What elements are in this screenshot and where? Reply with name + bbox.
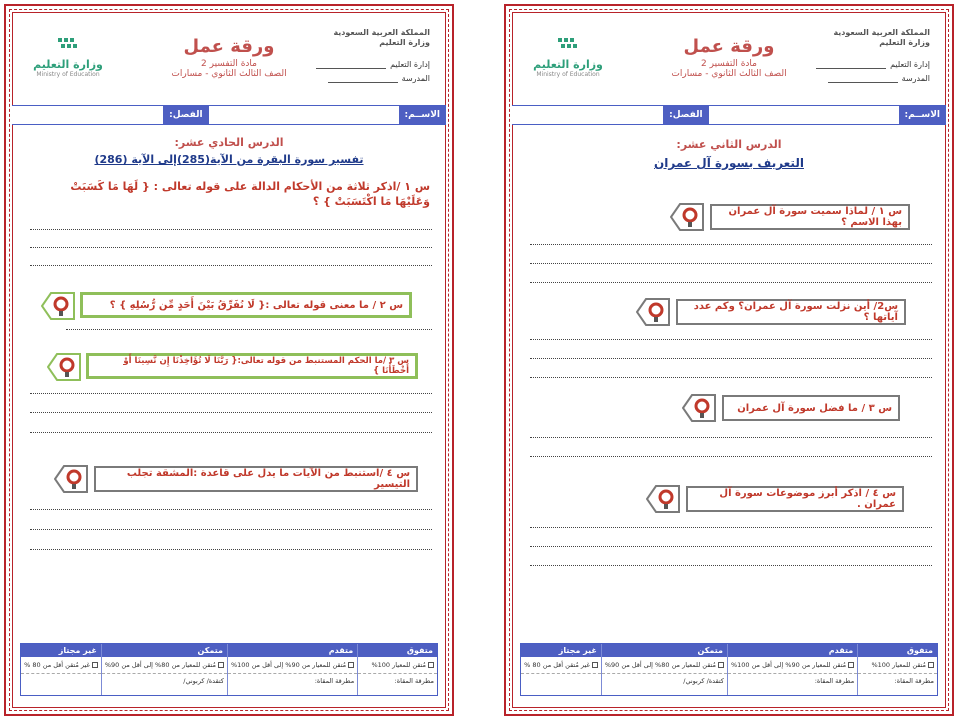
title-block (166, 36, 292, 79)
school-line[interactable] (328, 75, 398, 83)
question-4-box (686, 486, 904, 512)
question-mark-icon (56, 464, 86, 494)
checkbox[interactable] (592, 662, 598, 668)
rubric-rec: مطرقة المقاة: (894, 677, 934, 685)
rubric-rec: مطرقة المقاة: (394, 677, 434, 685)
question-3: س ٣ / ما فضل سورة آل عمران (737, 402, 892, 414)
answer-line[interactable] (530, 358, 932, 359)
ksa-heading (818, 28, 930, 48)
question-2: س2/ أين نزلت سورة آل عمران؟ وكم عدد آياتها ؟ (693, 301, 898, 323)
school-field (828, 74, 930, 83)
rubric-desc (102, 657, 227, 674)
question-mark-icon (648, 484, 678, 514)
class-label: الفصل: (163, 106, 208, 124)
rubric-desc (602, 657, 727, 674)
question-3: س ٣ /ما الحكم المستنبط من قوله تعالى:{ رَبَّنَا لَا تُؤَاخِذْنَا إِن نَّسِينَا أَوْ أَخْطَأْنَا } (123, 356, 409, 376)
name-label: الاســم: (399, 106, 446, 124)
rubric-rec: مطرقة المقاة: (814, 677, 855, 685)
checkbox[interactable] (92, 662, 98, 668)
answer-line[interactable] (530, 546, 932, 547)
lesson-name: الدرس الثاني عشر: (676, 138, 782, 151)
page-header (516, 16, 942, 98)
page-header (16, 16, 442, 98)
rubric-head: متقدم (728, 644, 857, 657)
rubric-head: متقدم (228, 644, 357, 657)
rubric-rec (521, 674, 601, 680)
rubric-desc-text: مُتقن للمعيار من 80% إلى أقل من 90% (604, 661, 716, 669)
checkbox[interactable] (348, 662, 354, 668)
rubric-level (357, 644, 437, 695)
rubric-head: متمكن (102, 644, 227, 657)
rubric-desc-text: غير مُتقن أقل من 80 % (24, 661, 90, 669)
checkbox[interactable] (428, 662, 434, 668)
question-2: س ٢ / ما معنى قوله تعالى :{ لَا نُفَرِّقُ بَيْنَ أَحَدٍ مِّن رُّسُلِهِ } ؟ (109, 299, 403, 311)
rubric-level (101, 644, 227, 695)
ksa-heading (318, 28, 430, 48)
checkbox[interactable] (928, 662, 934, 668)
answer-line[interactable] (30, 432, 432, 433)
moe-english: Ministry of Education (536, 71, 600, 78)
rubric-desc (358, 657, 437, 674)
rubric-desc-text: غير مُتقن أقل من 80 % (524, 661, 590, 669)
question-3-box (86, 353, 418, 379)
question-1-box (710, 204, 910, 230)
rubric-desc (21, 657, 101, 674)
rubric-head: متمكن (602, 644, 727, 657)
name-bar (12, 105, 446, 125)
rubric-table (20, 643, 438, 696)
answer-line[interactable] (30, 393, 432, 394)
lesson-name: الدرس الحادي عشر: (174, 136, 284, 149)
rubric-desc-text: مُتقن للمعيار 100% (871, 661, 926, 669)
title-block (666, 36, 792, 79)
rubric-level (857, 644, 937, 695)
rubric-desc-text: مُتقن للمعيار من 90% إلى أقل من 100% (230, 661, 347, 669)
lesson-title: التعريف بسورة آل عمران (654, 156, 804, 170)
question-4: س ٤ /استنبط من الآيات ما يدل على قاعدة :المشقة تجلب التيسير (126, 468, 410, 490)
worksheet-page-lesson-11 (4, 4, 454, 716)
rubric-head: غير مجتاز (21, 644, 101, 657)
class-input[interactable] (12, 106, 163, 124)
rubric-level (227, 644, 357, 695)
admin-line[interactable] (316, 61, 386, 69)
question-4-box (94, 466, 418, 492)
question-1: س ١ / لماذا سميت سورة آل عمران بهذا الاسم ؟ (728, 206, 902, 228)
rubric-rec: كتقدة/ كربوني/ (183, 677, 224, 685)
moe-logo (28, 36, 108, 78)
admin-label: إدارة التعليم (890, 60, 930, 69)
answer-line[interactable] (530, 437, 932, 438)
rubric-level (601, 644, 727, 695)
rubric-desc (228, 657, 357, 674)
answer-line[interactable] (530, 282, 932, 283)
ksa-line: المملكة العربية السعودية (833, 28, 930, 37)
name-label: الاســم: (899, 106, 946, 124)
admin-field (316, 60, 430, 69)
answer-line[interactable] (30, 529, 432, 530)
checkbox[interactable] (718, 662, 724, 668)
question-mark-icon (43, 291, 73, 321)
rubric-rec: مطرقة المقاة: (314, 677, 355, 685)
rubric-desc (728, 657, 857, 674)
class-input[interactable] (512, 106, 663, 124)
moe-logo-icon (56, 36, 80, 52)
school-label: المدرسة (901, 74, 930, 83)
grade: الصف الثالث الثانوي - مسارات (171, 69, 287, 79)
rubric-desc-text: مُتقن للمعيار 100% (371, 661, 426, 669)
answer-line[interactable] (530, 527, 932, 528)
class-label: الفصل: (663, 106, 708, 124)
moe-arabic: وزارة التعليم (33, 58, 103, 71)
question-2-box (80, 292, 412, 318)
answer-line[interactable] (530, 377, 932, 378)
rubric-level (727, 644, 857, 695)
answer-line[interactable] (30, 412, 432, 413)
school-label: المدرسة (401, 74, 430, 83)
question-mark-icon (49, 352, 79, 382)
question-mark-icon (638, 297, 668, 327)
rubric-head: متفوق (358, 644, 437, 657)
subject: مادة التفسير 2 (201, 59, 257, 69)
checkbox[interactable] (218, 662, 224, 668)
admin-line[interactable] (816, 61, 886, 69)
question-2-box (676, 299, 906, 325)
rubric-level (21, 644, 101, 695)
answer-line[interactable] (30, 265, 432, 266)
rubric-desc-text: مُتقن للمعيار من 80% إلى أقل من 90% (104, 661, 216, 669)
moe-logo (528, 36, 608, 78)
rubric-rec: كتقدة/ كربوني/ (683, 677, 724, 685)
rubric-head: متفوق (858, 644, 937, 657)
name-input[interactable] (709, 106, 899, 124)
answer-line[interactable] (530, 263, 932, 264)
moe-arabic: وزارة التعليم (533, 58, 603, 71)
answer-line[interactable] (30, 229, 432, 230)
worksheet-page-lesson-12 (504, 4, 954, 716)
answer-line[interactable] (30, 247, 432, 248)
question-1: س ١ /اذكر ثلاثة من الأحكام الدالة على قوله تعالى : { لَهَا مَا كَسَبَتْ وَعَلَيْهَا مَا اكْتَسَبَتْ } ؟ (70, 180, 430, 208)
lesson-title: تفسير سورة البقرة من الآية(285)إلى الآية (286) (94, 153, 364, 166)
answer-line[interactable] (30, 509, 432, 510)
school-line[interactable] (828, 75, 898, 83)
ksa-line: المملكة العربية السعودية (333, 28, 430, 37)
moe-logo-icon (556, 36, 580, 52)
rubric-rec (21, 674, 101, 680)
answer-line[interactable] (66, 329, 432, 330)
page-title: ورقة عمل (183, 36, 275, 57)
checkbox[interactable] (848, 662, 854, 668)
answer-line[interactable] (530, 339, 932, 340)
answer-line[interactable] (530, 565, 932, 566)
question-mark-icon (672, 202, 702, 232)
name-bar (512, 105, 946, 125)
name-input[interactable] (209, 106, 399, 124)
page-title: ورقة عمل (683, 36, 775, 57)
admin-field (816, 60, 930, 69)
rubric-desc (858, 657, 937, 674)
rubric-desc (521, 657, 601, 674)
rubric-head: غير مجتاز (521, 644, 601, 657)
rubric-desc-text: مُتقن للمعيار من 90% إلى أقل من 100% (730, 661, 847, 669)
question-mark-icon (684, 393, 714, 423)
answer-line[interactable] (30, 549, 432, 550)
rubric-level (521, 644, 601, 695)
grade: الصف الثالث الثانوي - مسارات (671, 69, 787, 79)
question-4: س ٤ / اذكر أبرز موضوعات سورة آل عمران . (719, 488, 896, 510)
rubric-table (520, 643, 938, 696)
ministry-line: وزارة التعليم (379, 38, 430, 47)
ministry-line: وزارة التعليم (879, 38, 930, 47)
moe-english: Ministry of Education (36, 71, 100, 78)
answer-line[interactable] (530, 244, 932, 245)
subject: مادة التفسير 2 (701, 59, 757, 69)
answer-line[interactable] (530, 456, 932, 457)
school-field (328, 74, 430, 83)
question-3-box (722, 395, 900, 421)
admin-label: إدارة التعليم (390, 60, 430, 69)
